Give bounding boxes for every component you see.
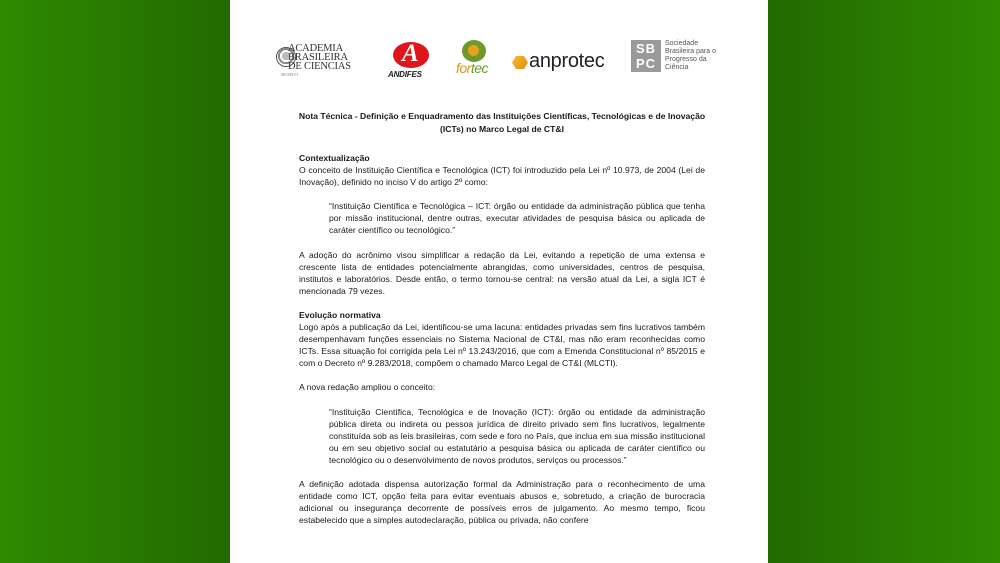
paragraph: A nova redação ampliou o conceito: (299, 382, 436, 393)
fortec-label-for: for (456, 60, 471, 76)
sbpc-box-icon (631, 40, 661, 72)
document-title: Nota Técnica - Definição e Enquadramento das Instituições Científicas, Tecnológicas e de Inovação (ICTs) no Marco Legal de CT&I (298, 111, 706, 134)
document-body (299, 110, 705, 538)
abc-wordmark (288, 44, 351, 71)
fortec-logo (456, 40, 496, 82)
abc-line-2: BRASILEIRA (288, 52, 348, 63)
paragraph: A definição adotada dispensa autorização formal da Administração para o reconhecimento de uma entidade como ICT, opção feita para evitar eventuais abusos e, sobretudo, a criação de burocracia adicional ou insegurança decorrente de possíveis erros de julgamento. Ao mesmo tempo, ficou estabelecido que a simples autodeclaração, pública ou privada, não confere (299, 478, 705, 526)
anprotec-label: anprotec (529, 50, 605, 72)
sbpc-line-1: Sociedade (665, 40, 699, 47)
sbpc-line-3: Progresso da (665, 56, 707, 63)
paragraph: Logo após a publicação da Lei, identificou-se uma lacuna: entidades privadas sem fins lucrativos também desempenhavam funções essenciais no Sistema Nacional de CT&I, mas não eram reconhecidas como ICTs. Essa situação foi corrigida pela Lei nº 13.243/2016, que com a Emenda Constitucional nº 85/2015 e com o Decreto nº 9.283/2018, compõem o chamado Marco Legal de CT&I (MLCTI). (299, 322, 705, 369)
sbpc-box-top: SB (635, 41, 657, 56)
logo-bar (230, 38, 768, 86)
abc-line-1: ACADEMIA (288, 43, 343, 54)
sbpc-box-bottom: PC (635, 56, 657, 71)
section-heading-contextualizacao: Contextualização (299, 153, 370, 163)
andifes-a-mark: A (402, 40, 419, 67)
andifes-label: ANDIFES (388, 70, 422, 79)
anprotec-hexagon-icon (512, 56, 528, 69)
document-page (230, 0, 768, 563)
fortec-ring-icon (462, 40, 486, 62)
sbpc-logo (631, 40, 741, 80)
paragraph: O conceito de Instituição Científica e Tecnológica (ICT) foi introduzido pela Lei nº 10.973, de 2004 (Lei de Inovação), definido no inciso V do artigo 2º como: (299, 165, 705, 188)
sbpc-line-2: Brasileira para o (665, 48, 716, 55)
andifes-logo (388, 42, 434, 80)
fortec-label-tec: tec (470, 60, 489, 76)
academia-brasileira-de-ciencias-logo (276, 44, 360, 78)
sbpc-wordmark (665, 40, 716, 72)
abc-line-3: DE CIENCIAS (288, 61, 351, 72)
fortec-label (456, 60, 488, 76)
abc-subtitle: MCMXVI (281, 72, 298, 77)
block-quote: “Instituição Científica, Tecnológica e de Inovação (ICT): órgão ou entidade da administração pública direta ou indireta ou pessoa jurídica de direito privado sem fins lucrativos, legalmente constituída sob as leis brasileiras, com sede e foro no País, que inclua em sua missão institucional ou em seu objetivo social ou estatutário a pesquisa básica ou aplicada de caráter científico ou tecnológico ou o desenvolvimento de novos produtos, serviços ou processos.” (329, 406, 705, 465)
section-heading-evolucao-normativa: Evolução normativa (299, 309, 381, 320)
block-quote: “Instituição Científica e Tecnológica – ICT: órgão ou entidade da administração pública que tenha por missão institucional, dentre outras, executar atividades de pesquisa básica ou aplicada de caráter científico ou tecnológico.” (329, 201, 705, 236)
paragraph: A adoção do acrônimo visou simplificar a redação da Lei, evitando a repetição de uma extensa e crescente lista de entidades potencialmente abrangidas, como universidades, centros de pesquisa, institutos e laboratórios. Desde então, o termo tornou-se central: na versão atual da Lei, a sigla ICT é mencionada 79 vezes. (299, 249, 705, 296)
sbpc-line-4: Ciência (665, 64, 689, 71)
anprotec-logo (512, 50, 624, 76)
